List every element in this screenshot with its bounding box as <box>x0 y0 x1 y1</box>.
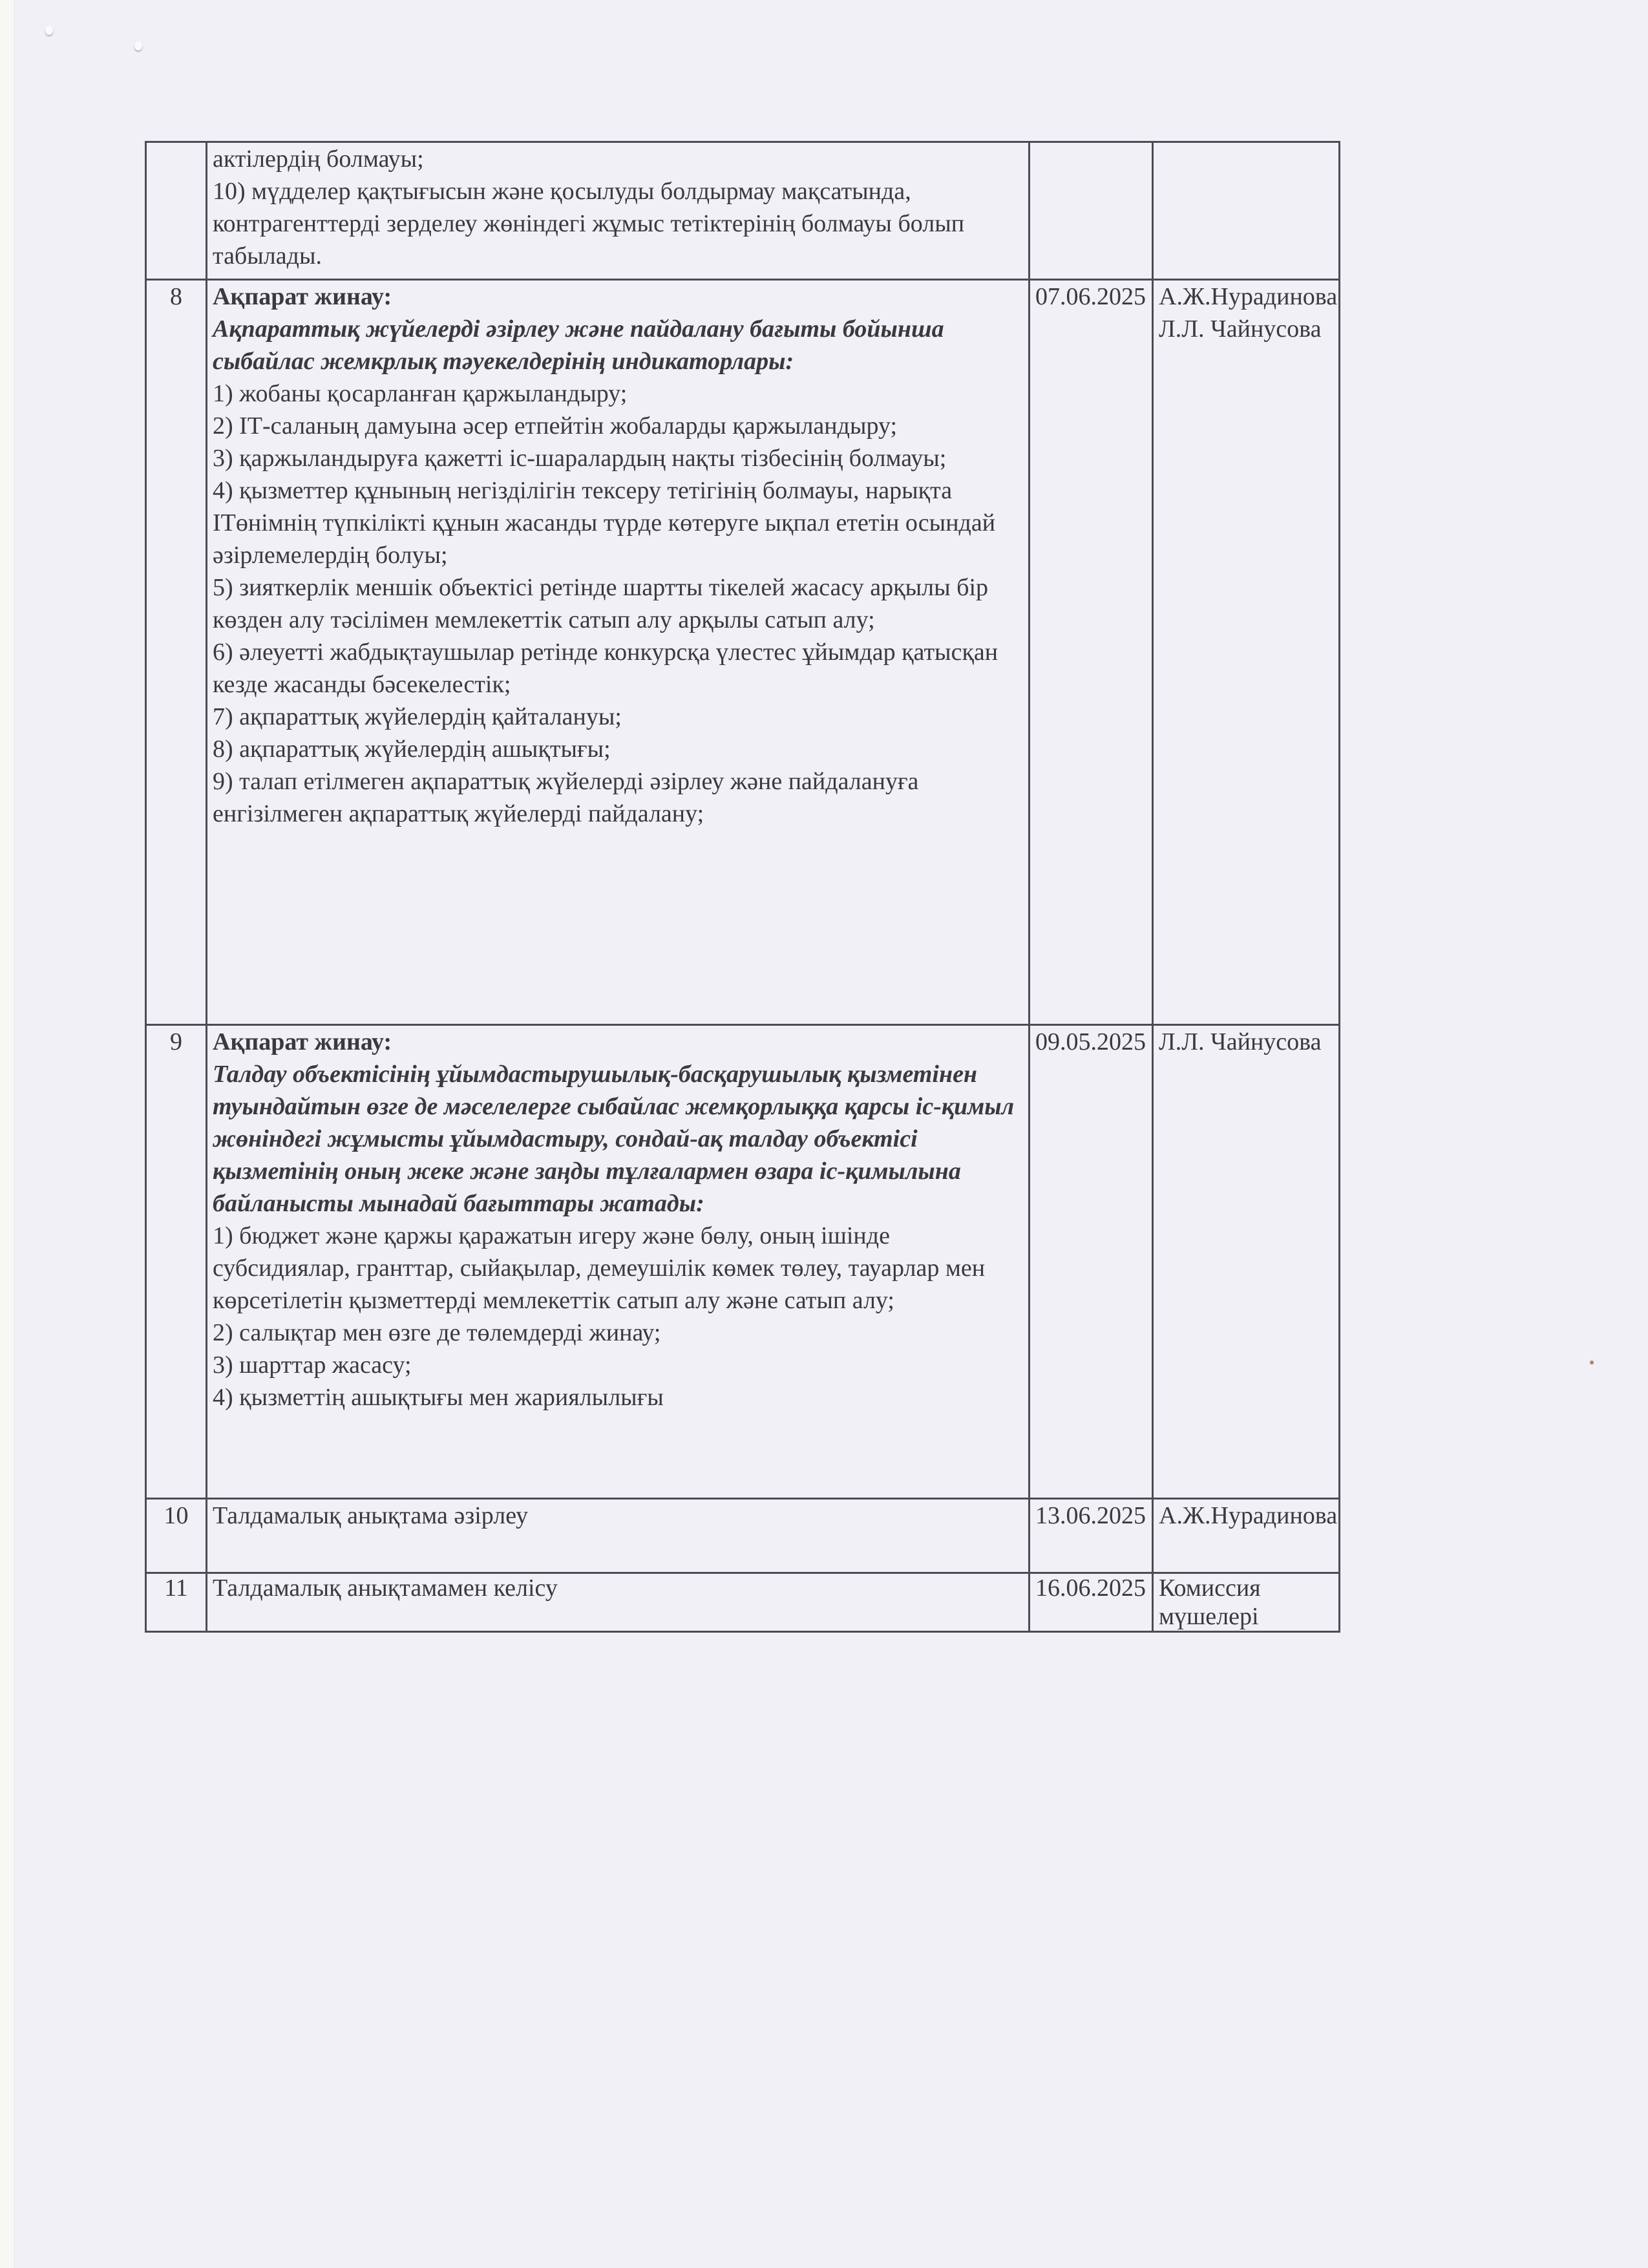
activity-cell <box>207 280 1030 1025</box>
responsible-person: Комиссия мүшелері <box>1159 1574 1261 1630</box>
responsible-person: Л.Л. Чайнусова <box>1159 315 1322 343</box>
activity-line: 8) ақпараттық жүйелердің ашықтығы; <box>213 736 611 763</box>
activity-cell <box>207 1025 1030 1499</box>
row-number: 9 <box>146 1025 207 1499</box>
scan-edge <box>0 0 15 2268</box>
table-row <box>146 1025 1340 1499</box>
responsible-cell <box>1153 1573 1340 1632</box>
work-plan-table <box>145 141 1340 1633</box>
activity-subtitle: Талдау объектісінің ұйымдастырушылық-басқарушылық қызметінен туындайтын өзге де мәселелерге сыбайлас жемқорлыққа қарсы іс-қимыл жөніндегі жұмысты ұйымдастыру, сондай-ақ талдау объектісі қызметінің оның жеке және заңды тұлғалармен өзара іс-қимылына байланысты мынадай бағыттары жатады: <box>213 1061 1015 1217</box>
scan-speck <box>1590 1361 1594 1364</box>
table-row <box>146 142 1340 280</box>
responsible-cell <box>1153 280 1340 1025</box>
activity-line: Талдамалық анықтама әзірлеу <box>213 1502 529 1529</box>
activity-line: 1) бюджет және қаржы қаражатын игеру және бөлу, оның ішінде субсидиялар, гранттар, сыйақылар, демеушілік көмек төлеу, тауарлар мен көрсетілетін қызметтерді мемлекеттік сатып алу және сатып алу; <box>213 1222 986 1314</box>
activity-line: 5) зияткерлік меншік объектісі ретінде шартты тікелей жасасу арқылы бір көзден алу тәсілімен мемлекеттік сатып алу арқылы сатып алу; <box>213 574 989 633</box>
activity-line: 6) әлеуетті жабдықтаушылар ретінде конкурсқа үлестес ұйымдар қатысқан кезде жасанды бәсекелестік; <box>213 639 998 698</box>
activity-line: актілердің болмауы; <box>213 145 424 173</box>
row-number: 8 <box>146 280 207 1025</box>
row-number: 10 <box>146 1499 207 1573</box>
activity-cell <box>207 1499 1030 1573</box>
activity-title: Ақпарат жинау: <box>213 1028 392 1055</box>
deadline-cell: 16.06.2025 <box>1030 1573 1153 1632</box>
activity-line: 3) қаржыландыруға қажетті іс-шаралардың нақты тізбесінің болмауы; <box>213 445 947 472</box>
activity-line: 3) шарттар жасасу; <box>213 1351 412 1379</box>
activity-line: 2) ІТ-саланың дамуына әсер етпейтін жобаларды қаржыландыру; <box>213 412 898 440</box>
deadline-cell: 09.05.2025 <box>1030 1025 1153 1499</box>
activity-line: 10) мүдделер қақтығысын және қосылуды болдырмау мақсатында, контрагенттерді зерделеу жөніндегі жұмыс тетіктерінің болмауы болып табылады. <box>213 178 965 270</box>
table-row <box>146 1499 1340 1573</box>
row-number <box>146 142 207 280</box>
row-number: 11 <box>146 1573 207 1632</box>
activity-title: Ақпарат жинау: <box>213 283 392 310</box>
activity-subtitle: Ақпараттық жүйелерді әзірлеу және пайдалану бағыты бойынша сыбайлас жемкрлық тәуекелдерінің индикаторлары: <box>213 315 944 375</box>
activity-line: 2) салықтар мен өзге де төлемдерді жинау; <box>213 1319 661 1346</box>
activity-line: 1) жобаны қосарланған қаржыландыру; <box>213 380 628 407</box>
responsible-person: А.Ж.Нурадинова <box>1159 283 1338 310</box>
activity-line: 9) талап етілмеген ақпараттық жүйелерді әзірлеу және пайдалануға енгізілмеген ақпараттық жүйелерді пайдалану; <box>213 768 919 827</box>
deadline-cell: 13.06.2025 <box>1030 1499 1153 1573</box>
deadline-cell <box>1030 142 1153 280</box>
responsible-cell <box>1153 142 1340 280</box>
staple-hole-icon <box>45 26 53 35</box>
activity-line: 4) қызметтер құнының негізділігін тексеру тетігінің болмауы, нарықта ІТөнімнің түпкілікті құнын жасанды түрде көтеруге ықпал ететін осындай әзірлемелердің болуы; <box>213 477 996 569</box>
responsible-person: Л.Л. Чайнусова <box>1159 1028 1322 1055</box>
responsible-person: А.Ж.Нурадинова <box>1159 1502 1338 1529</box>
staple-hole-icon <box>134 41 142 50</box>
responsible-cell <box>1153 1499 1340 1573</box>
activity-cell <box>207 1573 1030 1632</box>
table-row <box>146 280 1340 1025</box>
activity-line: 4) қызметтің ашықтығы мен жариялылығы <box>213 1384 664 1411</box>
responsible-cell <box>1153 1025 1340 1499</box>
table-row <box>146 1573 1340 1632</box>
activity-cell <box>207 142 1030 280</box>
activity-line: Талдамалық анықтамамен келісу <box>213 1574 558 1602</box>
activity-line: 7) ақпараттық жүйелердің қайталануы; <box>213 703 622 730</box>
deadline-cell: 07.06.2025 <box>1030 280 1153 1025</box>
